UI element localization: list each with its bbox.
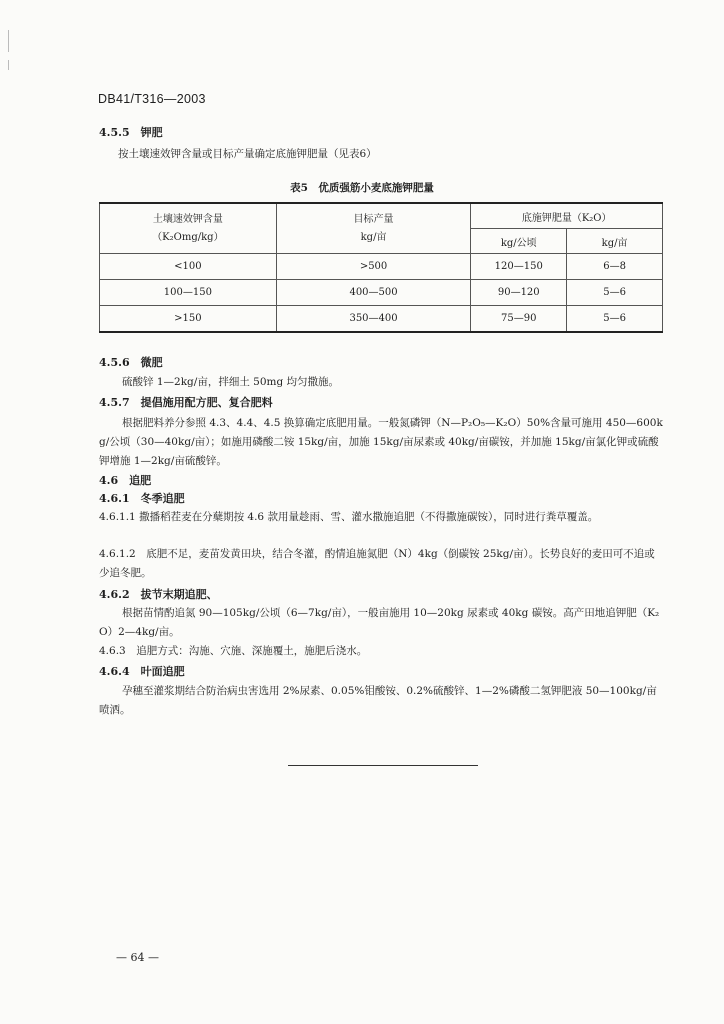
col-header-per-ha: kg/公顷 xyxy=(471,229,567,254)
scan-artifact xyxy=(8,60,9,70)
section-text-4-5-5: 按土壤速效钾含量或目标产量确定底施钾肥量（见表6） xyxy=(118,148,377,160)
table-row xyxy=(100,306,663,333)
table-row xyxy=(100,280,663,306)
cell-per-ha: 90—120 xyxy=(471,280,567,306)
section-heading-4-6: 4.6 追肥 xyxy=(99,474,152,487)
cell-per-ha: 75—90 xyxy=(471,306,567,333)
col-header-target-yield: 目标产量 kg/亩 xyxy=(276,203,471,254)
cell-target: 350—400 xyxy=(276,306,471,333)
cell-soil-k: 100—150 xyxy=(100,280,277,306)
section-heading-4-6-2: 4.6.2 拔节末期追肥、 xyxy=(99,588,218,601)
doc-code: DB41/T316—2003 xyxy=(98,92,206,106)
end-rule xyxy=(288,765,478,766)
table-caption: 表5 优质强筋小麦底施钾肥量 xyxy=(290,182,434,194)
section-text-4-6-1-1: 4.6.1.1 撒播稻茬麦在分蘖期按 4.6 款用量趁雨、雪、灌水撒施追肥（不得撒施碳铵），同时进行粪草覆盖。 xyxy=(99,511,599,523)
section-text-4-6-1-2: 4.6.1.2 底肥不足，麦苗发黄田块，结合冬灌，酌情追施氮肥（N）4kg（倒碳铵 25kg/亩）。长势良好的麦田可不追或少追冬肥。 xyxy=(99,548,655,579)
cell-soil-k: >150 xyxy=(100,306,277,333)
table-header-row xyxy=(100,203,663,229)
section-heading-4-6-4: 4.6.4 叶面追肥 xyxy=(99,665,185,678)
scan-artifact xyxy=(8,30,9,52)
cell-soil-k: <100 xyxy=(100,254,277,280)
col-header-base-k: 底施钾肥量（K₂O） xyxy=(471,203,663,229)
table-row xyxy=(100,254,663,280)
section-heading-4-5-5: 4.5.5 钾肥 xyxy=(99,126,163,139)
cell-per-mu: 6—8 xyxy=(567,254,663,280)
col-header-per-mu: kg/亩 xyxy=(567,229,663,254)
cell-per-mu: 5—6 xyxy=(567,280,663,306)
section-text-4-6-2: 根据苗情酌追氮 90—105kg/公顷（6—7kg/亩），一般亩施用 10—20kg 尿素或 40kg 碳铵。高产田地追钾肥（K₂O）2—4kg/亩。 xyxy=(99,607,660,638)
cell-target: 400—500 xyxy=(276,280,471,306)
page-number: — 64 — xyxy=(116,951,159,964)
section-heading-4-6-1: 4.6.1 冬季追肥 xyxy=(99,492,185,505)
cell-per-mu: 5—6 xyxy=(567,306,663,333)
potassium-fertilizer-table xyxy=(99,202,663,333)
cell-per-ha: 120—150 xyxy=(471,254,567,280)
cell-target: >500 xyxy=(276,254,471,280)
section-text-4-6-4: 孕穗至灌浆期结合防治病虫害选用 2%尿素、0.05%钼酸铵、0.2%硫酸锌、1—2%磷酸二氢钾肥液 50—100kg/亩喷洒。 xyxy=(99,685,657,716)
col-header-soil-k: 土壤速效钾含量 （K₂Omg/kg） xyxy=(100,203,277,254)
section-text-4-6-3: 4.6.3 追肥方式：沟施、穴施、深施覆土，施肥后浇水。 xyxy=(99,645,368,657)
section-text-4-5-6: 硫酸锌 1—2kg/亩，拌细土 50mg 均匀撒施。 xyxy=(122,376,340,388)
section-text-4-5-7: 根据肥料养分参照 4.3、4.4、4.5 换算确定底肥用量。一般氮磷钾（N—P₂O₅—K₂O）50%含量可施用 450—600kg/公顷（30—40kg/亩）；如施用磷酸二铵 15kg/亩，加施 15kg/亩尿素或 40kg/亩碳铵，并加施 15kg/亩氯化钾或硫酸钾增施 1—2kg/亩硫酸锌。 xyxy=(99,417,663,467)
section-heading-4-5-7: 4.5.7 提倡施用配方肥、复合肥料 xyxy=(99,396,273,409)
section-heading-4-5-6: 4.5.6 微肥 xyxy=(99,356,163,369)
